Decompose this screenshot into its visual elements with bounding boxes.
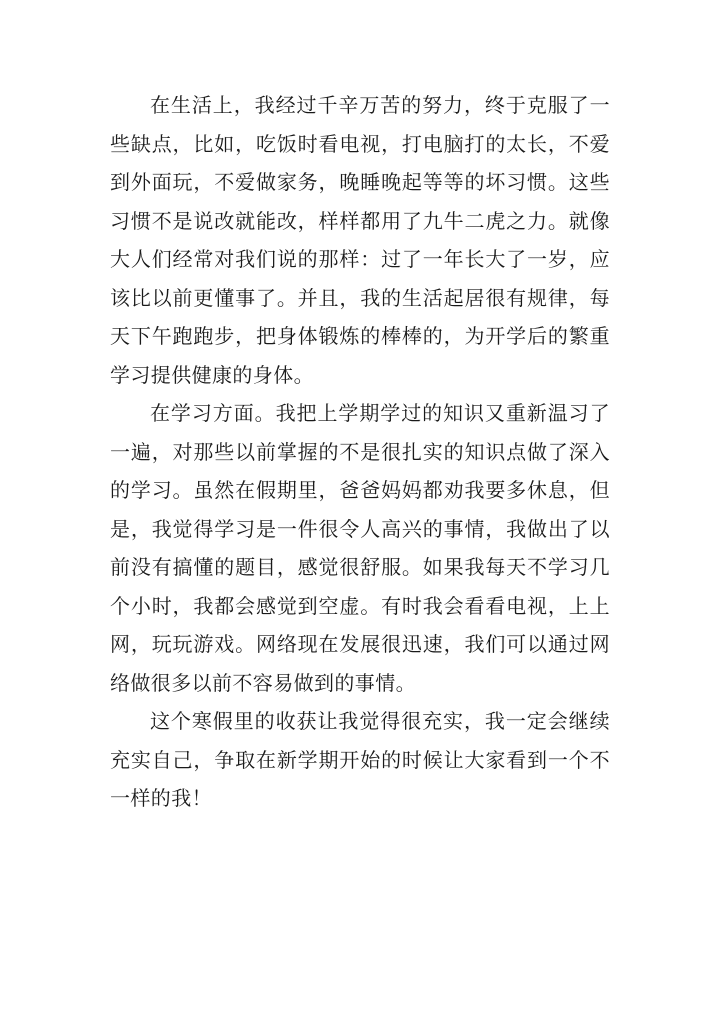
document-body [110,86,610,818]
paragraph-conclusion: 这个寒假里的收获让我觉得很充实，我一定会继续充实自己，争取在新学期开始的时候让大家看到一个不一样的我！ [110,709,610,810]
paragraph-study: 在学习方面。我把上学期学过的知识又重新温习了一遍，对那些以前掌握的不是很扎实的知识点做了深入的学习。虽然在假期里，爸爸妈妈都劝我要多休息，但是，我觉得学习是一件很令人高兴的事情，我做出了以前没有搞懂的题目，感觉很舒服。如果我每天不学习几个小时，我都会感觉到空虚。有时我会看看电视，上上网，玩玩游戏。网络现在发展很迅速，我们可以通过网络做很多以前不容易做到的事情。 [110,401,610,695]
paragraph-life: 在生活上，我经过千辛万苦的努力，终于克服了一些缺点，比如，吃饭时看电视，打电脑打的太长，不爱到外面玩，不爱做家务，晚睡晚起等等的坏习惯。这些习惯不是说改就能改，样样都用了九牛二虎之力。就像大人们经常对我们说的那样：过了一年长大了一岁，应该比以前更懂事了。并且，我的生活起居很有规律，每天下午跑跑步，把身体锻炼的棒棒的，为开学后的繁重学习提供健康的身体。 [110,93,610,387]
